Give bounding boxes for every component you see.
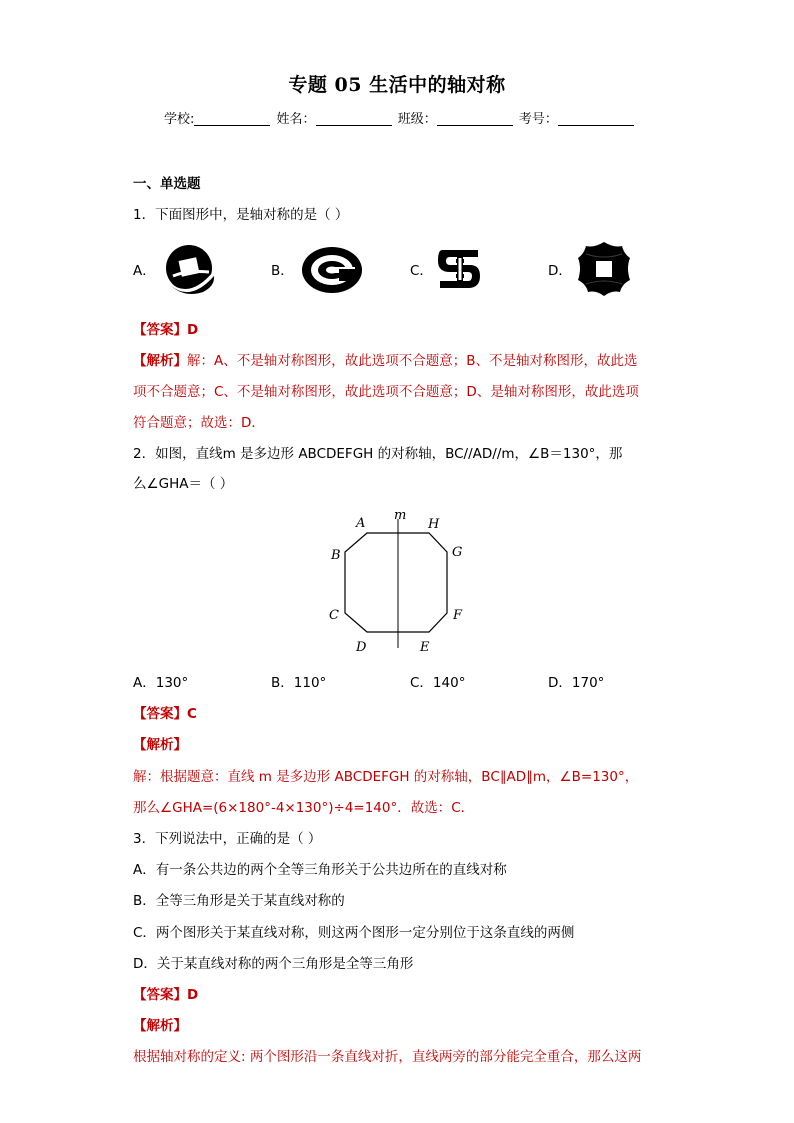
q1-answer: 【答案】D bbox=[133, 322, 199, 338]
q1-analysis-line-2: 项不合题意；C、不是轴对称图形，故此选项不合题意；D、是轴对称图形，故此选项 bbox=[133, 384, 639, 400]
label-b: B bbox=[331, 548, 341, 563]
class-blank[interactable] bbox=[437, 111, 513, 126]
q1-stem: 1．下面图形中，是轴对称的是（ ） bbox=[133, 207, 349, 223]
q3-analysis-line-1: 根据轴对称的定义: 两个图形沿一条直线对折，直线两旁的部分能完全重合，那么这两 bbox=[133, 1049, 642, 1065]
q2-analysis-line-1: 解：根据题意：直线 m 是多边形 ABCDEFGH 的对称轴，BC∥AD∥m，∠B=130°， bbox=[133, 769, 639, 785]
number-label: 考号： bbox=[518, 112, 558, 127]
q2-option-a: A．130° bbox=[133, 675, 189, 691]
q2-analysis-label: 【解析】 bbox=[133, 737, 187, 753]
label-e: E bbox=[420, 640, 430, 655]
q2-analysis-line-2: 那么∠GHA=(6×180°-4×130°)÷4=140°．故选：C． bbox=[133, 800, 475, 816]
q2-option-d: D．170° bbox=[548, 675, 605, 691]
label-m: m bbox=[394, 508, 407, 523]
q1-option-c-label: C． bbox=[410, 263, 433, 279]
q1-option-b-label: B． bbox=[271, 263, 294, 279]
label-g: G bbox=[452, 545, 463, 560]
q2-answer: 【答案】C bbox=[133, 706, 197, 722]
q3-option-d: D．关于某直线对称的两个三角形是全等三角形 bbox=[133, 956, 414, 972]
label-c: C bbox=[329, 608, 339, 623]
q3-answer: 【答案】D bbox=[133, 987, 199, 1003]
number-blank[interactable] bbox=[558, 111, 634, 126]
label-h: H bbox=[428, 517, 440, 532]
school-blank[interactable] bbox=[194, 111, 270, 126]
label-d: D bbox=[356, 640, 367, 655]
school-label: 学校: bbox=[164, 112, 195, 127]
q2-stem-line-1: 2．如图，直线m 是多边形 ABCDEFGH 的对称轴，BC//AD//m，∠B＝130°，那 bbox=[133, 446, 623, 462]
name-blank[interactable] bbox=[316, 111, 392, 126]
name-label: 姓名： bbox=[276, 112, 316, 127]
q3-option-b: B．全等三角形是关于某直线对称的 bbox=[133, 893, 345, 909]
page-title: 专题 05 生活中的轴对称 bbox=[288, 74, 506, 96]
octagon-figure bbox=[320, 505, 470, 657]
q2-stem-line-2: 么∠GHA＝（ ） bbox=[133, 476, 234, 492]
section-heading: 一、单选题 bbox=[133, 176, 201, 192]
q1-option-d-label: D． bbox=[548, 263, 572, 279]
q2-option-c: C．140° bbox=[410, 675, 466, 691]
label-f: F bbox=[453, 608, 463, 623]
q1-option-a-label: A． bbox=[133, 263, 156, 279]
q1-analysis-line-1: 【解析】解：A、不是轴对称图形，故此选项不合题意；B、不是轴对称图形，故此选 bbox=[133, 353, 638, 369]
q2-option-b: B．110° bbox=[271, 675, 327, 691]
q1-analysis-label: 【解析】 bbox=[133, 353, 187, 369]
q3-option-a: A．有一条公共边的两个全等三角形关于公共边所在的直线对称 bbox=[133, 862, 507, 878]
q3-option-c: C．两个图形关于某直线对称，则这两个图形一定分别位于这条直线的两侧 bbox=[133, 925, 575, 941]
class-label: 班级： bbox=[397, 112, 437, 127]
q1-option-a-icon bbox=[163, 242, 217, 296]
q1-option-b-icon bbox=[301, 245, 363, 295]
octagon-shape bbox=[345, 533, 447, 632]
q1-option-d-icon bbox=[576, 240, 632, 298]
q1-option-c-icon bbox=[436, 246, 484, 292]
student-info-line bbox=[164, 108, 636, 127]
q1-analysis-line-3: 符合题意；故选：D． bbox=[133, 415, 265, 431]
q3-analysis-label: 【解析】 bbox=[133, 1018, 187, 1034]
q3-stem: 3．下列说法中，正确的是（ ） bbox=[133, 831, 322, 847]
label-a: A bbox=[356, 516, 366, 531]
